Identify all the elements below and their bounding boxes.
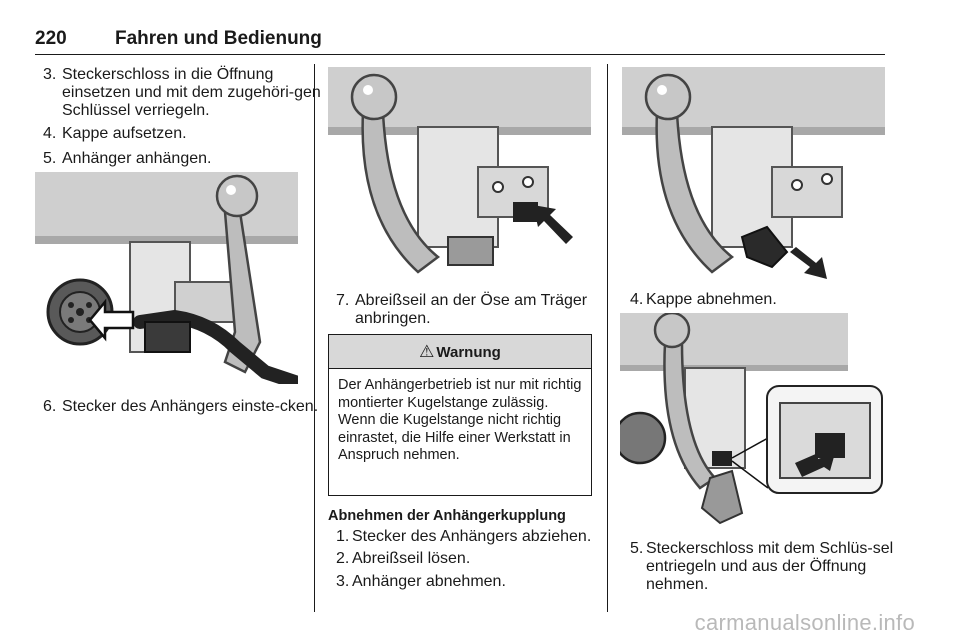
step-text: Stecker des Anhängers einste-cken. [62,398,319,415]
page-title: Fahren und Bedienung [115,28,322,49]
illustration-cap-remove [622,67,885,280]
step-3-unhitch: 3. Anhänger abnehmen. [336,573,506,590]
step-5-unlock: 5. Steckerschloss mit dem Schlüs-sel entriegeln und aus der Öffnung nehmen. [630,540,894,593]
step-text: Kappe abnehmen. [646,291,777,308]
step-6-connect: 6. Stecker des Anhängers einste-cken. [43,398,319,415]
warning-header [329,335,591,369]
step-text: Abreißseil an der Öse am Träger anbringen. [355,292,588,327]
warning-title: Warnung [436,344,501,361]
step-2-release-cable: 2. Abreißseil lösen. [336,550,471,567]
step-text: Anhänger anhängen. [62,150,212,167]
page-header [35,26,885,55]
step-text: Steckerschloss mit dem Schlüs-sel entriegeln und aus der Öffnung nehmen. [646,540,894,593]
step-text: Stecker des Anhängers abziehen. [352,528,592,545]
step-text: Kappe aufsetzen. [62,125,187,142]
page-number: 220 [35,28,67,49]
step-3-lock: 3. Steckerschloss in die Öffnung einsetzen und mit dem zugehöri-gen Schlüssel verriegeln. [43,66,321,119]
section-title-remove: Abnehmen der Anhängerkupplung [328,508,566,524]
warning-body: Der Anhängerbetrieb ist nur mit richtig montierter Kugelstange zulässig. Wenn die Kugelstange nicht richtig einrastet, die Hilfe einer Werkstatt in Anspruch nehmen. [338,377,582,464]
warning-icon: ⚠ [419,342,435,361]
step-7-cable: 7. Abreißseil an der Öse am Träger anbringen. [336,292,588,327]
column-divider-1 [314,64,315,612]
step-text: Anhänger abnehmen. [352,573,506,590]
step-text: Abreißseil lösen. [352,550,471,567]
step-4-cap: 4. Kappe aufsetzen. [43,125,187,142]
step-5-hitch: 5. Anhänger anhängen. [43,150,212,167]
illustration-lock-remove [620,313,885,526]
illustration-cable-attach [328,67,591,280]
illustration-plug-insert [35,172,298,384]
step-4-remove-cap: 4. Kappe abnehmen. [630,291,777,308]
warning-box [328,334,592,496]
step-1-unplug: 1. Stecker des Anhängers abziehen. [336,528,592,545]
watermark: carmanualsonline.info [694,610,915,635]
step-text: Steckerschloss in die Öffnung einsetzen und mit dem zugehöri-gen Schlüssel verriegeln. [62,66,321,119]
